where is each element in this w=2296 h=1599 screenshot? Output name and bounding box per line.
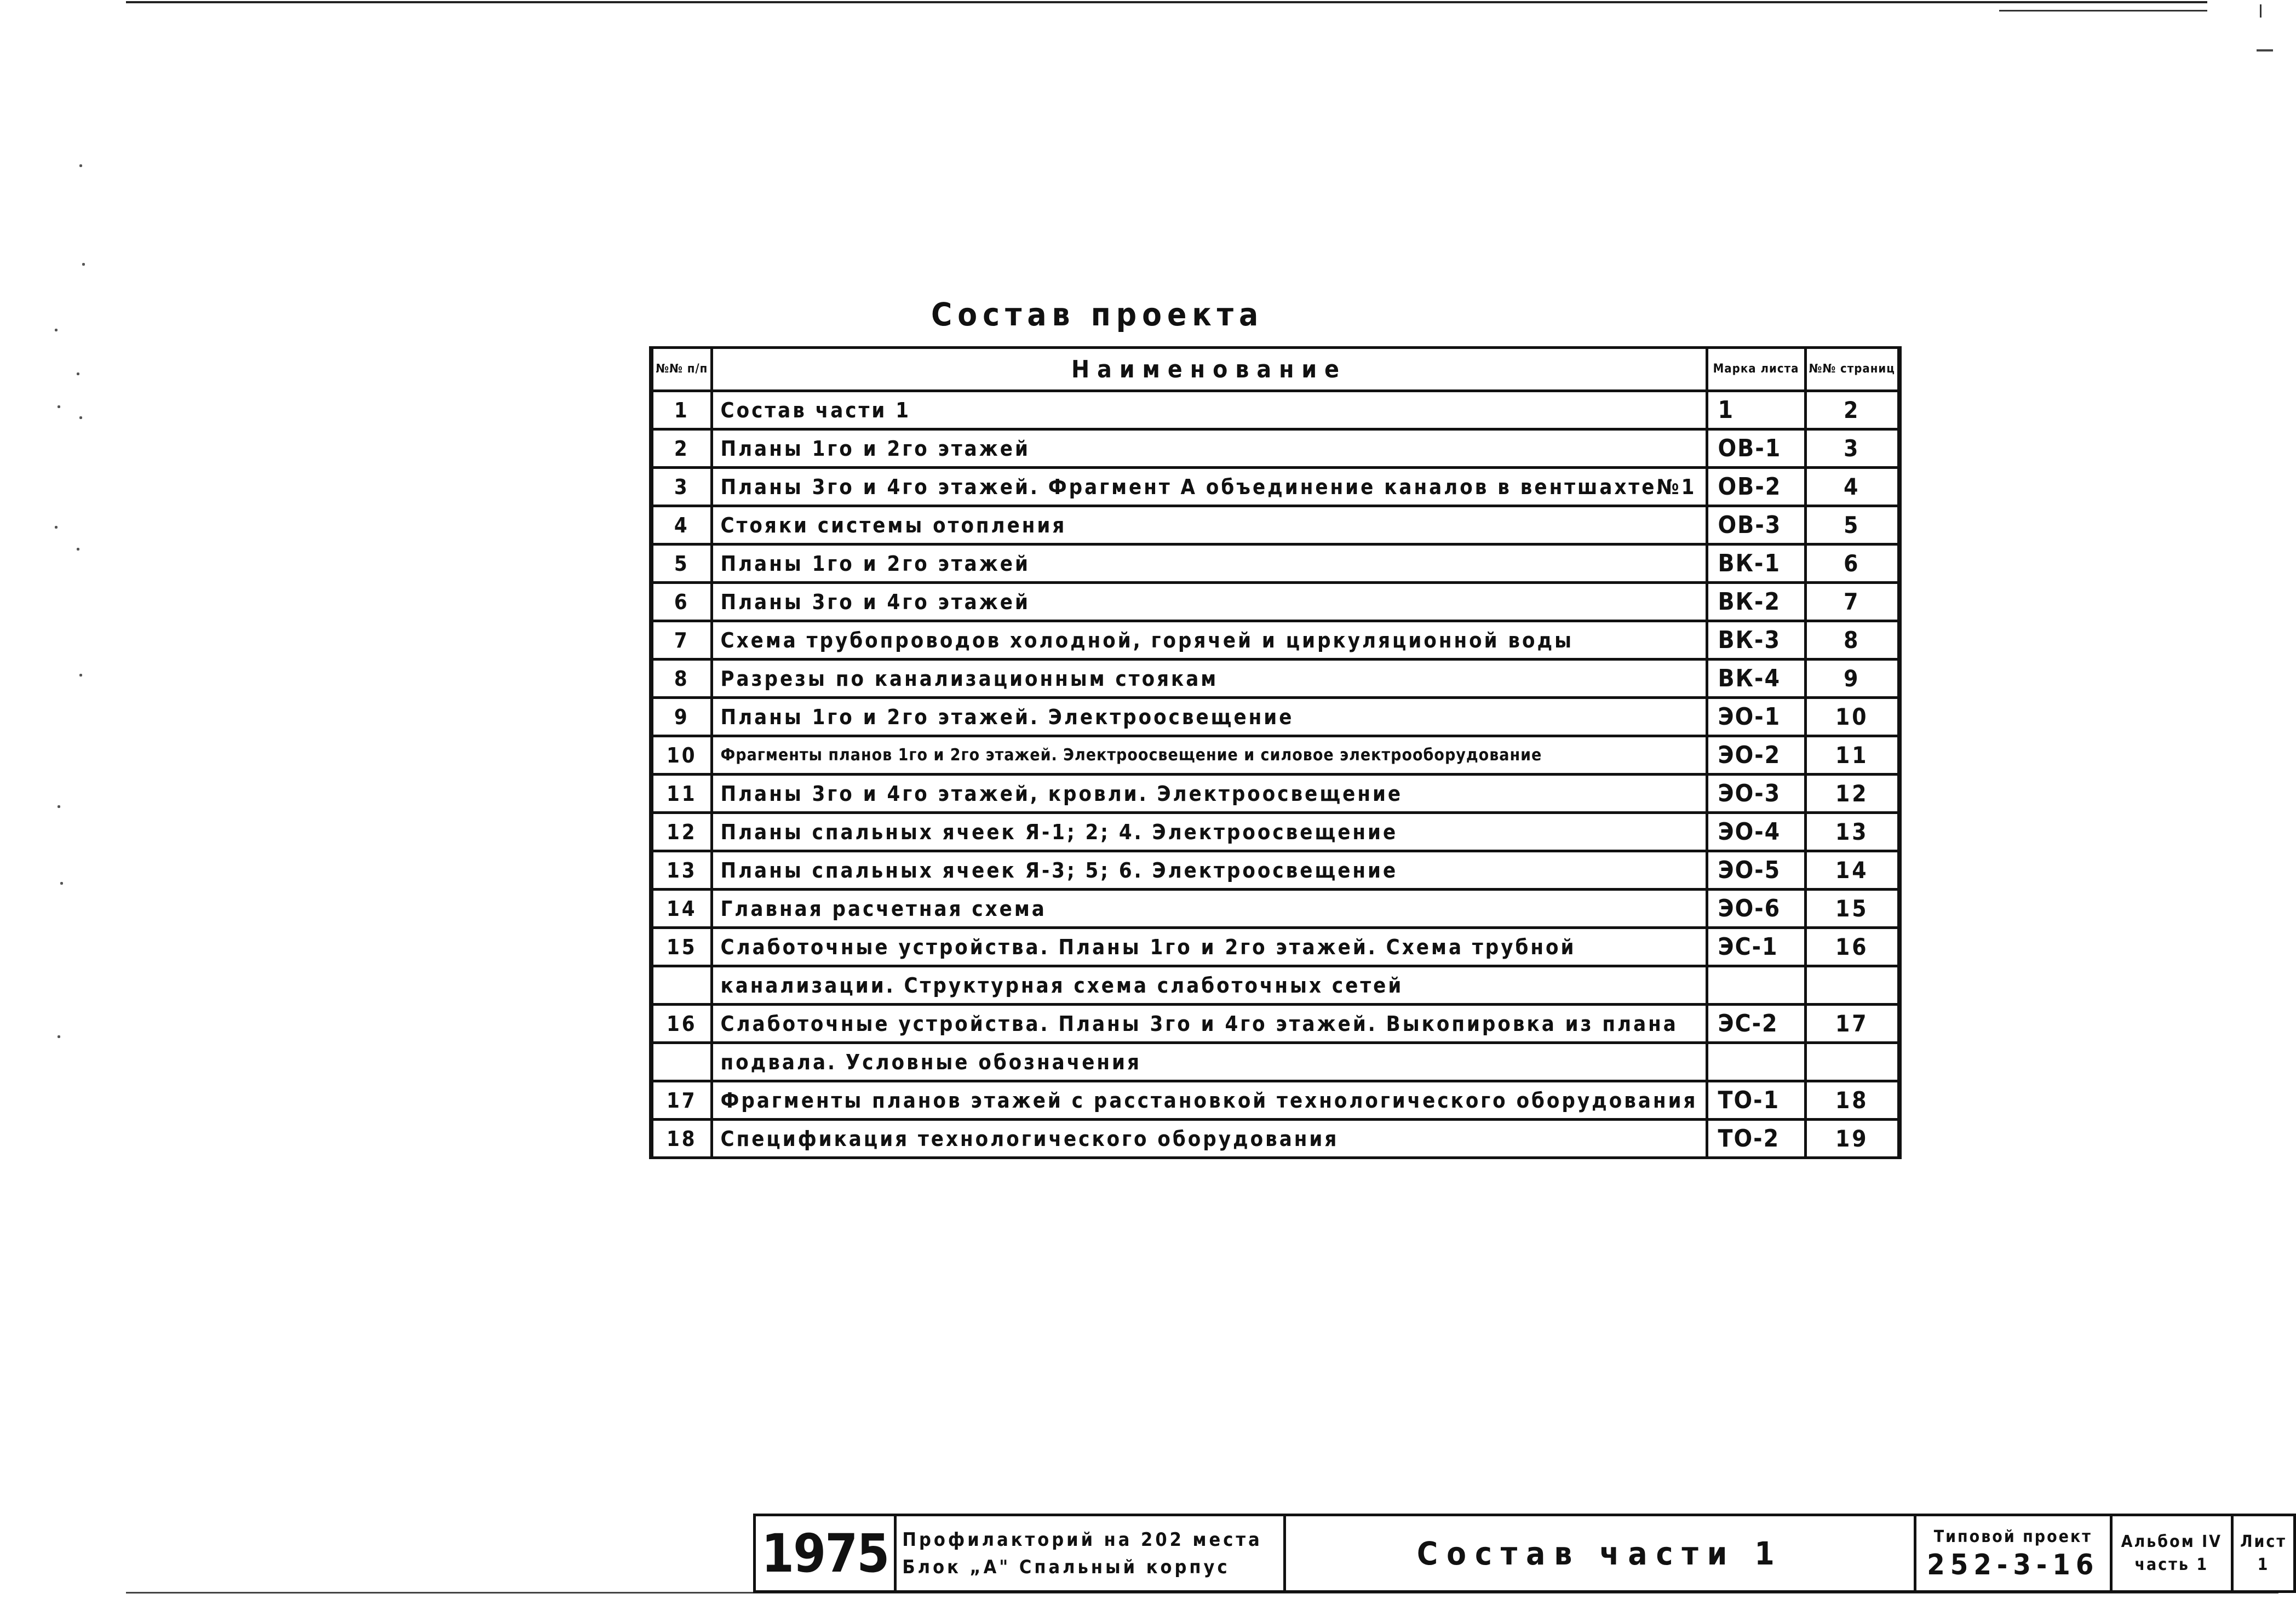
row-number: 16 xyxy=(651,1005,711,1043)
row-name: Слаботочные устройства. Планы 3го и 4го этажей. Выкопировка из плана xyxy=(711,1005,1707,1043)
scan-speck xyxy=(58,1035,60,1038)
row-name: Слаботочные устройства. Планы 1го и 2го этажей. Схема трубной xyxy=(711,928,1707,966)
row-mark: ВК-2 xyxy=(1707,583,1805,621)
scan-speck xyxy=(58,405,60,408)
scan-speck xyxy=(79,416,82,419)
row-page xyxy=(1805,1043,1899,1081)
row-page: 19 xyxy=(1805,1120,1899,1158)
row-number: 14 xyxy=(651,890,711,928)
scan-speck xyxy=(77,372,79,375)
table-row xyxy=(651,1005,1899,1043)
row-name: канализации. Структурная схема слаботочных сетей xyxy=(711,966,1707,1005)
frame-top-line-right xyxy=(1999,10,2207,12)
table-row xyxy=(651,468,1899,506)
scan-speck xyxy=(55,329,58,331)
title-block-year: 1975 xyxy=(755,1515,896,1592)
row-name: Фрагменты планов этажей с расстановкой технологического оборудования xyxy=(711,1081,1707,1120)
title-block-object-line-2: Блок „А" Спальный корпус xyxy=(902,1556,1230,1578)
row-page: 3 xyxy=(1805,429,1899,468)
row-mark: ЭО-2 xyxy=(1707,736,1805,775)
row-name: Планы 3го и 4го этажей, кровли. Электроосвещение xyxy=(711,775,1707,813)
row-name: подвала. Условные обозначения xyxy=(711,1043,1707,1081)
row-name: Фрагменты планов 1го и 2го этажей. Электроосвещение и силовое электрооборудование xyxy=(711,736,1707,775)
row-number: 8 xyxy=(651,660,711,698)
table-row xyxy=(651,851,1899,890)
row-page: 6 xyxy=(1805,545,1899,583)
title-block-sheet-label: Лист xyxy=(2240,1532,2287,1551)
scan-speck xyxy=(79,164,82,167)
row-name: Планы спальных ячеек Я-3; 5; 6. Электроосвещение xyxy=(711,851,1707,890)
table-row xyxy=(651,966,1899,1005)
row-name: Планы 3го и 4го этажей xyxy=(711,583,1707,621)
corner-mark xyxy=(2260,4,2261,18)
row-mark: 1 xyxy=(1707,391,1805,429)
document-title: Состав проекта xyxy=(931,296,1264,333)
row-page: 7 xyxy=(1805,583,1899,621)
row-page: 8 xyxy=(1805,621,1899,660)
row-mark: ОВ-1 xyxy=(1707,429,1805,468)
row-name: Разрезы по канализационным стоякам xyxy=(711,660,1707,698)
row-mark: ВК-4 xyxy=(1707,660,1805,698)
table-row xyxy=(651,660,1899,698)
table-row xyxy=(651,1120,1899,1158)
row-number: 18 xyxy=(651,1120,711,1158)
row-name: Планы спальных ячеек Я-1; 2; 4. Электроосвещение xyxy=(711,813,1707,851)
table-row xyxy=(651,391,1899,429)
table-header-row xyxy=(651,348,1899,391)
row-number: 7 xyxy=(651,621,711,660)
header-name: Наименование xyxy=(711,348,1707,391)
header-mark: Марка листа xyxy=(1707,348,1805,391)
row-number xyxy=(651,966,711,1005)
table-row xyxy=(651,1081,1899,1120)
title-block xyxy=(753,1514,2296,1593)
title-block-project-code: 252-3-16 xyxy=(1927,1548,2099,1581)
title-block-sheet-title: Состав части 1 xyxy=(1285,1515,1915,1592)
row-page: 2 xyxy=(1805,391,1899,429)
row-page: 18 xyxy=(1805,1081,1899,1120)
row-page: 17 xyxy=(1805,1005,1899,1043)
row-mark: ТО-1 xyxy=(1707,1081,1805,1120)
row-number: 3 xyxy=(651,468,711,506)
row-mark: ОВ-3 xyxy=(1707,506,1805,545)
row-mark: ЭО-4 xyxy=(1707,813,1805,851)
title-block-sheet-number: 1 xyxy=(2257,1555,2270,1574)
row-mark: ЭС-1 xyxy=(1707,928,1805,966)
contents-table xyxy=(649,346,1902,1159)
row-page: 13 xyxy=(1805,813,1899,851)
scan-speck xyxy=(55,526,58,529)
title-block-album-line-2: часть 1 xyxy=(2134,1555,2209,1574)
row-number: 2 xyxy=(651,429,711,468)
title-block-object xyxy=(896,1515,1285,1592)
scan-speck xyxy=(77,548,79,551)
row-number xyxy=(651,1043,711,1081)
scan-speck xyxy=(60,882,63,885)
table-row xyxy=(651,775,1899,813)
row-number: 10 xyxy=(651,736,711,775)
row-mark: ЭО-5 xyxy=(1707,851,1805,890)
row-mark: ЭО-1 xyxy=(1707,698,1805,736)
row-page: 4 xyxy=(1805,468,1899,506)
table-row xyxy=(651,506,1899,545)
table-row xyxy=(651,429,1899,468)
table-row xyxy=(651,736,1899,775)
row-number: 17 xyxy=(651,1081,711,1120)
row-page: 12 xyxy=(1805,775,1899,813)
row-number: 13 xyxy=(651,851,711,890)
title-block-album xyxy=(2111,1515,2232,1592)
scan-speck xyxy=(79,674,82,677)
table-row xyxy=(651,545,1899,583)
table-row xyxy=(651,928,1899,966)
row-mark xyxy=(1707,966,1805,1005)
header-page: №№ страниц xyxy=(1805,348,1899,391)
header-num: №№ п/п xyxy=(651,348,711,391)
corner-mark xyxy=(2257,49,2273,51)
row-mark: ВК-3 xyxy=(1707,621,1805,660)
row-number: 12 xyxy=(651,813,711,851)
row-mark: ТО-2 xyxy=(1707,1120,1805,1158)
row-mark: ОВ-2 xyxy=(1707,468,1805,506)
row-name: Главная расчетная схема xyxy=(711,890,1707,928)
title-block-object-line-1: Профилакторий на 202 места xyxy=(902,1528,1262,1551)
row-page: 5 xyxy=(1805,506,1899,545)
table-row xyxy=(651,621,1899,660)
title-block-sheet xyxy=(2232,1515,2295,1592)
contents-table-body xyxy=(651,391,1899,1158)
row-mark: ЭО-3 xyxy=(1707,775,1805,813)
row-name: Состав части 1 xyxy=(711,391,1707,429)
row-name: Планы 1го и 2го этажей xyxy=(711,545,1707,583)
title-block-project xyxy=(1915,1515,2111,1592)
row-page xyxy=(1805,966,1899,1005)
table-row xyxy=(651,813,1899,851)
row-name: Спецификация технологического оборудования xyxy=(711,1120,1707,1158)
scan-speck xyxy=(58,805,60,808)
table-row xyxy=(651,698,1899,736)
frame-top-line xyxy=(126,1,2207,3)
table-row xyxy=(651,890,1899,928)
row-mark: ВК-1 xyxy=(1707,545,1805,583)
row-mark: ЭО-6 xyxy=(1707,890,1805,928)
scan-speck xyxy=(82,263,85,266)
row-name: Планы 1го и 2го этажей xyxy=(711,429,1707,468)
row-number: 15 xyxy=(651,928,711,966)
row-page: 15 xyxy=(1805,890,1899,928)
table-row xyxy=(651,583,1899,621)
title-block-project-label: Типовой проект xyxy=(1933,1527,2092,1546)
row-mark: ЭС-2 xyxy=(1707,1005,1805,1043)
row-number: 9 xyxy=(651,698,711,736)
row-page: 14 xyxy=(1805,851,1899,890)
row-name: Стояки системы отопления xyxy=(711,506,1707,545)
title-block-album-line-1: Альбом IV xyxy=(2121,1532,2223,1551)
row-number: 6 xyxy=(651,583,711,621)
row-number: 1 xyxy=(651,391,711,429)
row-name: Схема трубопроводов холодной, горячей и циркуляционной воды xyxy=(711,621,1707,660)
row-name: Планы 1го и 2го этажей. Электроосвещение xyxy=(711,698,1707,736)
row-number: 5 xyxy=(651,545,711,583)
row-number: 11 xyxy=(651,775,711,813)
row-number: 4 xyxy=(651,506,711,545)
row-page: 11 xyxy=(1805,736,1899,775)
row-mark xyxy=(1707,1043,1805,1081)
row-name: Планы 3го и 4го этажей. Фрагмент А объединение каналов в вентшахте№1 xyxy=(711,468,1707,506)
row-page: 10 xyxy=(1805,698,1899,736)
row-page: 9 xyxy=(1805,660,1899,698)
row-page: 16 xyxy=(1805,928,1899,966)
table-row xyxy=(651,1043,1899,1081)
